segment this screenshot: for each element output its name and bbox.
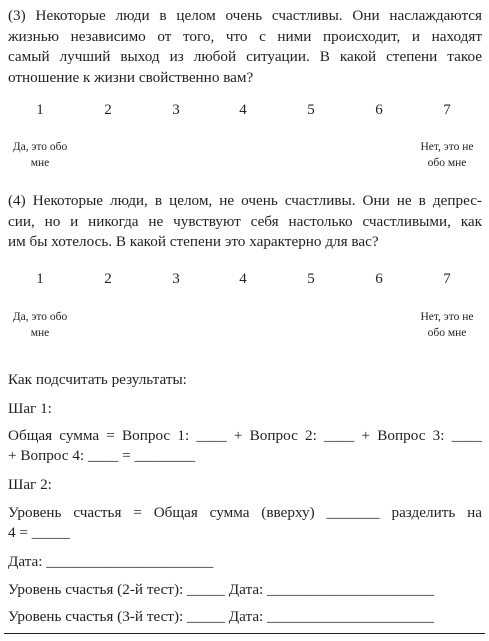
- scale-option-5[interactable]: 5: [307, 102, 315, 118]
- scale-option-2[interactable]: 2: [104, 102, 112, 118]
- question-4-line: (4) Некоторые люди, в целом, не очень счастливы. Они не в депрес-: [8, 192, 482, 209]
- anchor-left-line: мне: [30, 327, 50, 339]
- anchor-right-line: Нет, это не: [420, 141, 474, 153]
- scale-option-2[interactable]: 2: [104, 271, 112, 287]
- happiness-level-formula: [8, 504, 482, 522]
- question-4-anchor-left: [6, 309, 74, 341]
- scale-option-6[interactable]: 6: [375, 102, 383, 118]
- total-sum-line: Общая сумма = Вопрос 1: ____ + Вопрос 2: ____ + Вопрос 3: ____: [8, 427, 482, 444]
- scale-option-5[interactable]: 5: [307, 271, 315, 287]
- anchor-right-line: Нет, это не: [420, 311, 474, 323]
- scale-option-3[interactable]: 3: [172, 102, 180, 118]
- test-2-result-field[interactable]: Уровень счастья (2-й тест): _____ Дата: ______________________: [8, 581, 435, 598]
- scale-option-7[interactable]: 7: [443, 102, 451, 118]
- happiness-level-line: Уровень счастья = Общая сумма (вверху) _______ разделить на: [8, 504, 482, 521]
- scale-option-3[interactable]: 3: [172, 271, 180, 287]
- question-3-text: [8, 6, 482, 88]
- scale-option-1[interactable]: 1: [36, 271, 44, 287]
- question-3-line: самый лучший выход из любой ситуации. В какой степени такое: [8, 48, 482, 65]
- total-sum-line: + Вопрос 4: ____ = ________: [8, 447, 196, 464]
- question-3-line: отношение к жизни свойственно вам?: [8, 68, 254, 86]
- step-2-label: Шаг 2:: [8, 476, 52, 493]
- scale-option-4[interactable]: 4: [239, 102, 247, 118]
- scale-option-4[interactable]: 4: [239, 271, 247, 287]
- anchor-right-line: обо мне: [427, 327, 467, 339]
- question-3-anchor-right: [410, 139, 484, 171]
- anchor-right-line: обо мне: [427, 157, 467, 169]
- anchor-left-line: мне: [30, 157, 50, 169]
- scale-option-7[interactable]: 7: [443, 271, 451, 287]
- bottom-divider: [4, 633, 485, 634]
- question-3-line: (3) Некоторые люди в целом очень счастливы. Они наслаждаются: [8, 7, 482, 24]
- happiness-level-line: 4 = _____: [8, 524, 70, 541]
- anchor-left-line: Да, это обо: [12, 141, 68, 153]
- question-4-text: [8, 191, 482, 253]
- date-field[interactable]: Дата: ______________________: [8, 553, 214, 570]
- question-4-anchor-right: [410, 309, 484, 341]
- question-4-line: им бы хотелось. В какой степени это характерно для вас?: [8, 233, 379, 250]
- question-3-anchor-left: [6, 139, 74, 171]
- scoring-title: Как подсчитать результаты:: [8, 371, 187, 388]
- test-3-result-field[interactable]: Уровень счастья (3-й тест): _____ Дата: ______________________: [8, 608, 435, 625]
- scale-option-6[interactable]: 6: [375, 271, 383, 287]
- question-4-line: сии, но и никогда не чувствуют себя настолько счастливыми, как: [8, 212, 482, 230]
- total-sum-formula: [8, 427, 482, 445]
- step-1-label: Шаг 1:: [8, 400, 52, 417]
- question-3-line: жизнью независимо от того, что с ними происходит, и находят: [8, 27, 482, 45]
- scale-option-1[interactable]: 1: [36, 102, 44, 118]
- anchor-left-line: Да, это обо: [12, 311, 68, 323]
